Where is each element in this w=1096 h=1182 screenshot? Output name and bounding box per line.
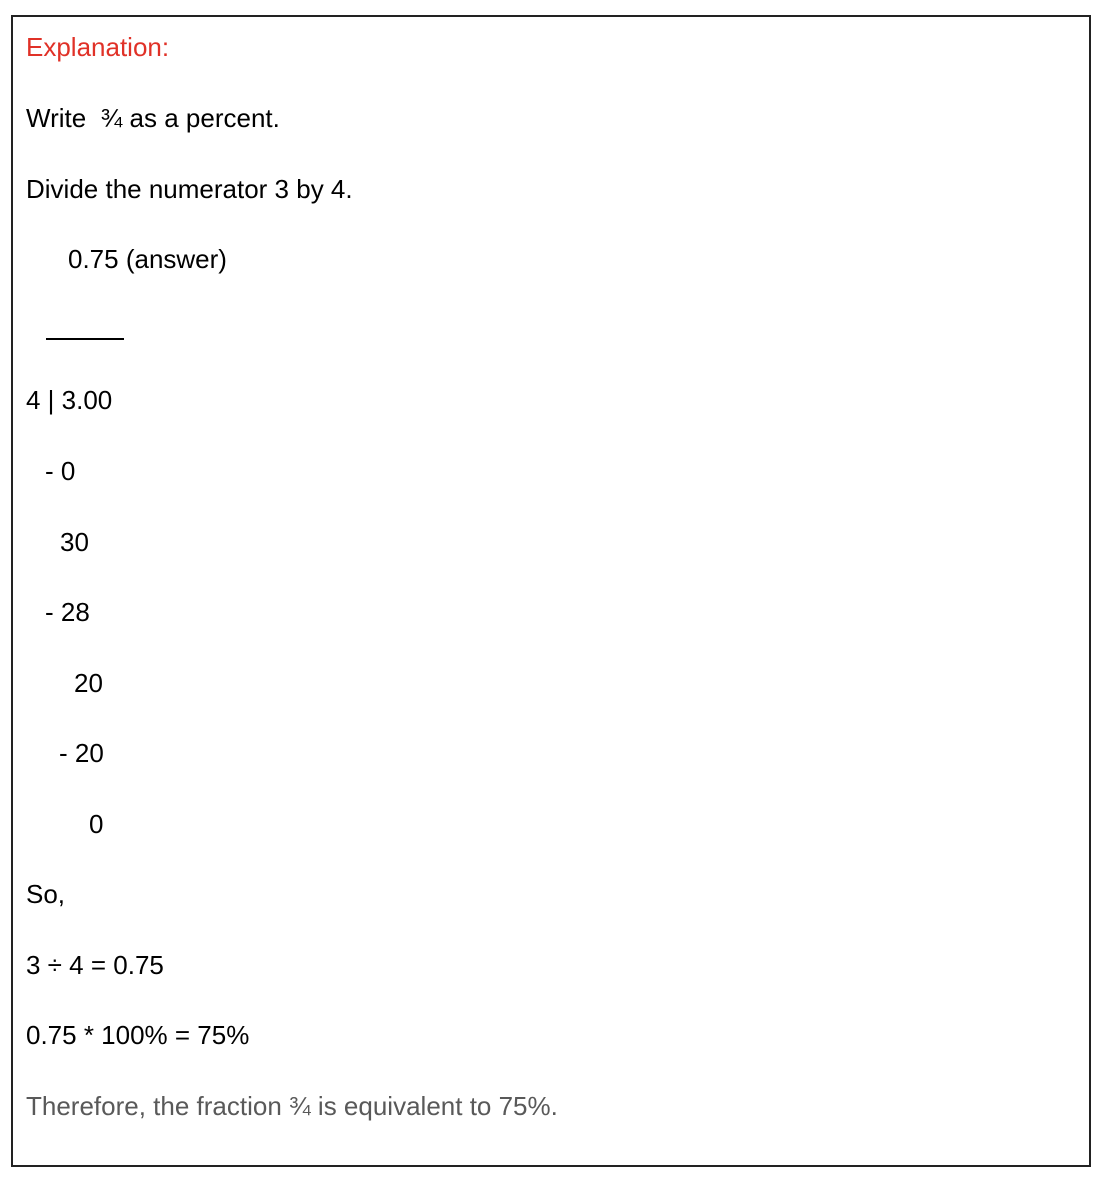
division-quotient: 0.75 (answer)	[68, 244, 227, 274]
division-step2-remainder: 20	[74, 668, 103, 698]
division-step2-subtract: - 28	[45, 597, 90, 627]
division-step1-subtract: - 0	[45, 456, 76, 486]
instruction-text: Divide the numerator 3 by 4.	[26, 174, 353, 204]
division-step3-remainder: 0	[89, 809, 104, 839]
equation-division: 3 ÷ 4 = 0.75	[26, 950, 164, 980]
so-label: So,	[26, 879, 66, 909]
division-step1-remainder: 30	[60, 527, 89, 557]
division-bar	[46, 338, 124, 340]
problem-statement: Write ¾ as a percent.	[26, 103, 280, 133]
equation-percent: 0.75 * 100% = 75%	[26, 1020, 250, 1050]
division-step3-subtract: - 20	[59, 738, 104, 768]
explanation-heading: Explanation:	[26, 32, 170, 62]
explanation-box	[11, 15, 1091, 1167]
conclusion-text: Therefore, the fraction ¾ is equivalent to 75%.	[26, 1091, 558, 1121]
division-divisor-dividend: 4 | 3.00	[26, 385, 113, 415]
